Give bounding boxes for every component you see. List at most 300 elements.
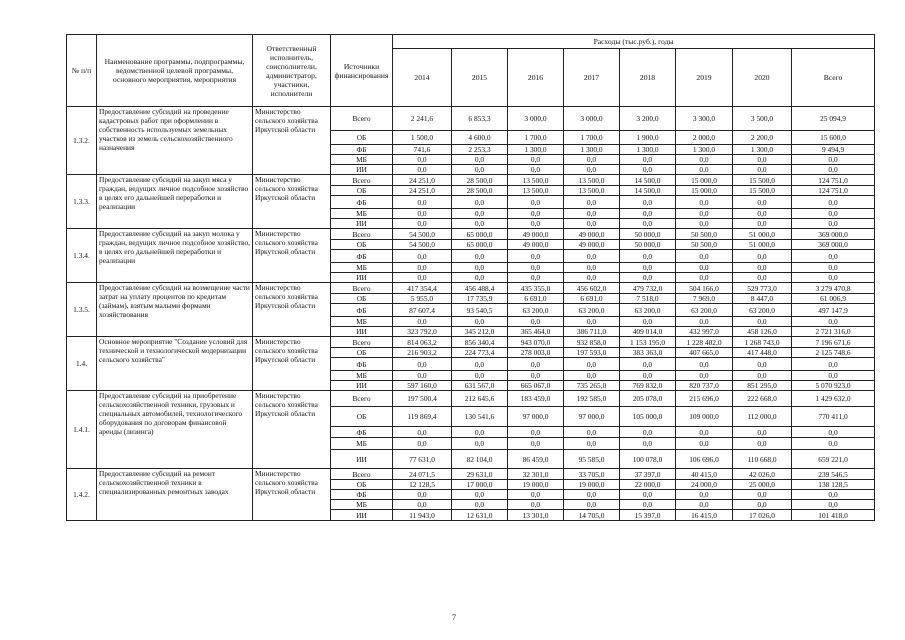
year-value: 0,0 (508, 317, 564, 327)
year-value: 6 853,3 (452, 107, 508, 131)
year-value: 0,0 (393, 196, 452, 209)
year-value: 1 700,0 (564, 131, 620, 145)
year-value: 851 295,0 (733, 381, 792, 391)
year-value: 0,0 (452, 250, 508, 263)
year-value: 105 000,0 (620, 407, 676, 427)
total-value: 497 147,9 (792, 304, 875, 317)
year-value: 65 000,0 (452, 229, 508, 240)
year-value: 0,0 (393, 427, 452, 438)
year-value: 0,0 (564, 500, 620, 510)
total-value: 239 546,5 (792, 469, 875, 480)
total-value: 369 000,0 (792, 240, 875, 250)
year-value: 50 000,0 (620, 229, 676, 240)
table-row (67, 175, 875, 186)
year-value: 943 070,0 (508, 337, 564, 348)
year-value: 15 500,0 (733, 186, 792, 196)
year-value: 0,0 (564, 250, 620, 263)
year-value: 3 000,0 (508, 107, 564, 131)
year-value: 7 969,0 (676, 294, 733, 304)
year-value: 0,0 (508, 358, 564, 371)
item-name: Предоставление субсидий на приобретение сельскохозяйственной техники, грузовых и специальных автомобилей, технологического оборудования по договорам финансовой аренды (лизинга) (97, 391, 253, 469)
year-value: 0,0 (393, 219, 452, 229)
year-value: 0,0 (564, 196, 620, 209)
item-name: Предоставление субсидий на ремонт сельскохозяйственной техники в специализированных ремонтных заводах (97, 469, 253, 521)
year-value: 0,0 (452, 155, 508, 165)
year-value: 12 128,5 (393, 480, 452, 490)
total-value: 0,0 (792, 273, 875, 283)
total-value: 0,0 (792, 209, 875, 219)
total-value: 5 070 923,0 (792, 381, 875, 391)
year-value: 19 000,0 (564, 480, 620, 490)
item-code: 1.4.2. (67, 469, 97, 521)
year-value: 631 567,0 (452, 381, 508, 391)
year-value: 0,0 (564, 371, 620, 381)
year-value: 37 397,0 (620, 469, 676, 480)
funding-source: ОБ (331, 186, 393, 196)
year-value: 479 732,0 (620, 283, 676, 294)
year-value: 0,0 (393, 317, 452, 327)
year-value: 0,0 (452, 358, 508, 371)
funding-source: ОБ (331, 240, 393, 250)
year-value: 0,0 (676, 219, 733, 229)
year-value: 0,0 (676, 263, 733, 273)
year-value: 0,0 (508, 155, 564, 165)
year-value: 15 000,0 (676, 175, 733, 186)
year-value: 0,0 (452, 209, 508, 219)
year-value: 0,0 (676, 250, 733, 263)
year-value: 8 447,0 (733, 294, 792, 304)
year-value: 0,0 (733, 371, 792, 381)
item-responsible: Министерство сельского хозяйства Иркутской области (253, 229, 331, 283)
year-value: 432 997,0 (676, 327, 733, 337)
year-value: 0,0 (452, 500, 508, 510)
total-value: 9 494,9 (792, 145, 875, 155)
funding-source: ФБ (331, 250, 393, 263)
year-value: 383 363,0 (620, 348, 676, 358)
year-value: 769 832,0 (620, 381, 676, 391)
year-value: 0,0 (564, 219, 620, 229)
year-value: 458 126,0 (733, 327, 792, 337)
year-value: 0,0 (508, 263, 564, 273)
year-value: 205 078,0 (620, 391, 676, 407)
total-value: 0,0 (792, 427, 875, 438)
year-value: 3 300,0 (676, 107, 733, 131)
year-value: 29 631,0 (452, 469, 508, 480)
funding-source: ОБ (331, 131, 393, 145)
year-value: 97 000,0 (564, 407, 620, 427)
year-value: 0,0 (620, 165, 676, 175)
table-body (67, 107, 875, 521)
year-value: 1 300,0 (676, 145, 733, 155)
funding-source: ИИ (331, 381, 393, 391)
funding-source: ФБ (331, 427, 393, 438)
year-value: 0,0 (564, 427, 620, 438)
year-value: 0,0 (676, 500, 733, 510)
year-value: 407 665,0 (676, 348, 733, 358)
year-value: 183 459,0 (508, 391, 564, 407)
year-value: 0,0 (393, 273, 452, 283)
financing-table (66, 34, 875, 521)
year-value: 0,0 (733, 219, 792, 229)
year-value: 4 600,0 (452, 131, 508, 145)
year-value: 365 464,0 (508, 327, 564, 337)
header-sources: Источники финансирования (331, 35, 393, 107)
funding-source: Всего (331, 175, 393, 186)
total-value: 0,0 (792, 250, 875, 263)
year-value: 51 000,0 (733, 240, 792, 250)
total-value: 0,0 (792, 490, 875, 500)
year-value: 0,0 (564, 317, 620, 327)
item-name: Основное мероприятие "Создание условий для технической и технологической модернизации сельского хозяйства" (97, 337, 253, 391)
year-value: 49 000,0 (564, 229, 620, 240)
year-value: 216 903,2 (393, 348, 452, 358)
table-row (67, 283, 875, 294)
year-value: 0,0 (564, 155, 620, 165)
item-responsible: Министерство сельского хозяйства Иркутской области (253, 283, 331, 337)
year-value: 49 000,0 (564, 240, 620, 250)
year-value: 0,0 (508, 250, 564, 263)
year-value: 456 488,4 (452, 283, 508, 294)
year-value: 435 355,0 (508, 283, 564, 294)
year-value: 0,0 (733, 155, 792, 165)
year-value: 0,0 (620, 358, 676, 371)
year-value: 54 500,0 (393, 229, 452, 240)
year-value: 0,0 (676, 273, 733, 283)
table-row (67, 337, 875, 348)
year-value: 0,0 (733, 358, 792, 371)
header-name: Наименование программы, подпрограммы, ведомственной целевой программы, основного мероприятия, мероприятия (97, 35, 253, 107)
total-value: 61 006,9 (792, 294, 875, 304)
year-value: 192 585,0 (564, 391, 620, 407)
year-value: 1 300,0 (508, 145, 564, 155)
year-value: 0,0 (393, 263, 452, 273)
year-value: 106 696,0 (676, 450, 733, 469)
year-value: 17 000,0 (452, 480, 508, 490)
year-value: 0,0 (620, 155, 676, 165)
year-value: 6 691,0 (564, 294, 620, 304)
year-value: 0,0 (452, 219, 508, 229)
funding-source: ОБ (331, 407, 393, 427)
year-value: 63 200,0 (620, 304, 676, 317)
total-value: 3 279 470,8 (792, 283, 875, 294)
year-value: 932 858,0 (564, 337, 620, 348)
year-value: 17 735,9 (452, 294, 508, 304)
year-value: 323 792,0 (393, 327, 452, 337)
year-value: 409 014,0 (620, 327, 676, 337)
year-value: 63 200,0 (564, 304, 620, 317)
funding-source: МБ (331, 263, 393, 273)
year-value: 0,0 (452, 438, 508, 450)
funding-source: МБ (331, 209, 393, 219)
total-value: 0,0 (792, 317, 875, 327)
item-name: Предоставление субсидий на закуп мяса у граждан, ведущих личное подсобное хозяйство в целях его дальнейшей переработки и реализации (97, 175, 253, 229)
year-value: 386 711,0 (564, 327, 620, 337)
year-value: 0,0 (564, 273, 620, 283)
year-value: 222 668,0 (733, 391, 792, 407)
year-value: 0,0 (620, 427, 676, 438)
total-value: 15 600,0 (792, 131, 875, 145)
year-value: 0,0 (620, 209, 676, 219)
year-value: 0,0 (393, 438, 452, 450)
funding-source: МБ (331, 317, 393, 327)
year-value: 40 415,0 (676, 469, 733, 480)
year-value: 13 500,0 (564, 186, 620, 196)
year-value: 0,0 (733, 500, 792, 510)
year-value: 109 000,0 (676, 407, 733, 427)
item-code: 1.4.1. (67, 391, 97, 469)
year-value: 63 200,0 (733, 304, 792, 317)
year-value: 15 000,0 (676, 186, 733, 196)
year-value: 14 500,0 (620, 175, 676, 186)
total-value: 138 128,5 (792, 480, 875, 490)
header-year: 2019 (676, 49, 733, 107)
year-value: 0,0 (620, 219, 676, 229)
year-value: 93 540,5 (452, 304, 508, 317)
document-page (66, 34, 874, 521)
funding-source: ФБ (331, 145, 393, 155)
funding-source: ФБ (331, 304, 393, 317)
funding-source: ИИ (331, 165, 393, 175)
year-value: 51 000,0 (733, 229, 792, 240)
total-value: 770 411,0 (792, 407, 875, 427)
year-value: 0,0 (564, 438, 620, 450)
year-value: 95 585,0 (564, 450, 620, 469)
year-value: 3 200,0 (620, 107, 676, 131)
year-value: 0,0 (564, 263, 620, 273)
funding-source: ФБ (331, 358, 393, 371)
year-value: 33 705,0 (564, 469, 620, 480)
year-value: 856 340,4 (452, 337, 508, 348)
total-value: 25 094,9 (792, 107, 875, 131)
year-value: 0,0 (508, 371, 564, 381)
total-value: 369 000,0 (792, 229, 875, 240)
year-value: 0,0 (564, 209, 620, 219)
year-value: 1 228 402,0 (676, 337, 733, 348)
year-value: 0,0 (393, 155, 452, 165)
year-value: 86 459,0 (508, 450, 564, 469)
year-value: 278 003,0 (508, 348, 564, 358)
funding-source: ИИ (331, 510, 393, 521)
year-value: 0,0 (733, 317, 792, 327)
year-value: 0,0 (393, 358, 452, 371)
table-row (67, 469, 875, 480)
item-responsible: Министерство сельского хозяйства Иркутской области (253, 337, 331, 391)
year-value: 42 026,0 (733, 469, 792, 480)
header-year: 2020 (733, 49, 792, 107)
year-value: 0,0 (393, 490, 452, 500)
total-value: 0,0 (792, 155, 875, 165)
year-value: 1 300,0 (564, 145, 620, 155)
year-value: 0,0 (508, 273, 564, 283)
year-value: 0,0 (676, 196, 733, 209)
total-value: 0,0 (792, 219, 875, 229)
item-responsible: Министерство сельского хозяйства Иркутской области (253, 391, 331, 469)
year-value: 0,0 (452, 165, 508, 175)
year-value: 19 000,0 (508, 480, 564, 490)
year-value: 0,0 (564, 358, 620, 371)
year-value: 1 268 743,0 (733, 337, 792, 348)
table-row (67, 229, 875, 240)
year-value: 1 700,0 (508, 131, 564, 145)
item-responsible: Министерство сельского хозяйства Иркутской области (253, 107, 331, 175)
header-num: № п/п (67, 35, 97, 107)
item-code: 1.3.4. (67, 229, 97, 283)
funding-source: ОБ (331, 348, 393, 358)
year-value: 5 955,0 (393, 294, 452, 304)
year-value: 0,0 (733, 490, 792, 500)
total-value: 1 429 632,0 (792, 391, 875, 407)
year-value: 63 200,0 (508, 304, 564, 317)
total-value: 0,0 (792, 358, 875, 371)
funding-source: Всего (331, 107, 393, 131)
total-value: 0,0 (792, 165, 875, 175)
year-value: 0,0 (508, 219, 564, 229)
total-value: 0,0 (792, 196, 875, 209)
year-value: 0,0 (733, 165, 792, 175)
total-value: 7 196 671,6 (792, 337, 875, 348)
total-value: 0,0 (792, 438, 875, 450)
year-value: 456 602,0 (564, 283, 620, 294)
funding-source: ФБ (331, 196, 393, 209)
year-value: 82 104,0 (452, 450, 508, 469)
year-value: 0,0 (452, 196, 508, 209)
year-value: 6 691,0 (508, 294, 564, 304)
year-value: 0,0 (676, 427, 733, 438)
item-code: 1.3.5. (67, 283, 97, 337)
year-value: 130 541,6 (452, 407, 508, 427)
year-value: 22 000,0 (620, 480, 676, 490)
funding-source: ИИ (331, 219, 393, 229)
year-value: 112 000,0 (733, 407, 792, 427)
year-value: 597 160,0 (393, 381, 452, 391)
year-value: 87 607,4 (393, 304, 452, 317)
funding-source: ИИ (331, 327, 393, 337)
year-value: 814 063,2 (393, 337, 452, 348)
funding-source: Всего (331, 391, 393, 407)
year-value: 0,0 (676, 358, 733, 371)
year-value: 49 000,0 (508, 240, 564, 250)
year-value: 0,0 (564, 165, 620, 175)
year-value: 12 631,0 (452, 510, 508, 521)
year-value: 0,0 (508, 500, 564, 510)
year-value: 665 067,0 (508, 381, 564, 391)
year-value: 1 300,0 (620, 145, 676, 155)
year-value: 529 773,0 (733, 283, 792, 294)
year-value: 0,0 (676, 490, 733, 500)
total-value: 0,0 (792, 263, 875, 273)
year-value: 1 300,0 (733, 145, 792, 155)
total-value: 2 125 748,6 (792, 348, 875, 358)
item-name: Предоставление субсидий на проведение кадастровых работ при оформлении в собственность используемых земельных участков из земель сельскохозяйственного назначения (97, 107, 253, 175)
year-value: 50 500,0 (676, 240, 733, 250)
funding-source: Всего (331, 469, 393, 480)
item-name: Предоставление субсидий на закуп молока у граждан, ведущих личное подсобное хозяйство, в целях его дальнейшей переработки и реализации (97, 229, 253, 283)
year-value: 0,0 (393, 371, 452, 381)
year-value: 0,0 (452, 273, 508, 283)
year-value: 417 354,4 (393, 283, 452, 294)
year-value: 24 251,0 (393, 175, 452, 186)
funding-source: МБ (331, 371, 393, 381)
header-expenses: Расходы (тыс.руб.), годы (393, 35, 875, 49)
table-row (67, 391, 875, 407)
year-value: 0,0 (508, 438, 564, 450)
year-value: 0,0 (393, 250, 452, 263)
year-value: 119 869,4 (393, 407, 452, 427)
year-value: 0,0 (393, 500, 452, 510)
year-value: 32 301,0 (508, 469, 564, 480)
year-value: 2 200,0 (733, 131, 792, 145)
funding-source: ОБ (331, 294, 393, 304)
year-value: 741,6 (393, 145, 452, 155)
year-value: 50 500,0 (676, 229, 733, 240)
year-value: 3 000,0 (564, 107, 620, 131)
year-value: 54 500,0 (393, 240, 452, 250)
item-responsible: Министерство сельского хозяйства Иркутской области (253, 469, 331, 521)
funding-source: МБ (331, 155, 393, 165)
page-number: 7 (452, 613, 456, 622)
year-value: 0,0 (733, 273, 792, 283)
year-value: 0,0 (733, 263, 792, 273)
total-value: 0,0 (792, 371, 875, 381)
year-value: 0,0 (676, 155, 733, 165)
funding-source: ИИ (331, 450, 393, 469)
year-value: 504 166,0 (676, 283, 733, 294)
item-code: 1.4. (67, 337, 97, 391)
year-value: 2 000,0 (676, 131, 733, 145)
year-value: 820 737,0 (676, 381, 733, 391)
year-value: 197 593,0 (564, 348, 620, 358)
year-value: 0,0 (676, 438, 733, 450)
header-responsible: Ответственный исполнитель, соисполнители, администратор, участники, исполнители (253, 35, 331, 107)
total-value: 124 751,0 (792, 186, 875, 196)
funding-source: ОБ (331, 480, 393, 490)
item-responsible: Министерство сельского хозяйства Иркутской области (253, 175, 331, 229)
year-value: 1 153 195,0 (620, 337, 676, 348)
year-value: 14 705,0 (564, 510, 620, 521)
year-value: 1 500,0 (393, 131, 452, 145)
year-value: 0,0 (393, 165, 452, 175)
year-value: 0,0 (620, 500, 676, 510)
year-value: 13 500,0 (508, 186, 564, 196)
year-value: 3 500,0 (733, 107, 792, 131)
year-value: 13 301,0 (508, 510, 564, 521)
year-value: 0,0 (620, 317, 676, 327)
year-value: 7 518,0 (620, 294, 676, 304)
year-value: 100 078,0 (620, 450, 676, 469)
year-value: 0,0 (676, 209, 733, 219)
year-value: 0,0 (452, 371, 508, 381)
header-total: Всего (792, 49, 875, 107)
year-value: 0,0 (676, 165, 733, 175)
year-value: 110 668,0 (733, 450, 792, 469)
year-value: 25 000,0 (733, 480, 792, 490)
year-value: 0,0 (620, 250, 676, 263)
year-value: 17 026,0 (733, 510, 792, 521)
year-value: 0,0 (733, 196, 792, 209)
year-value: 215 696,0 (676, 391, 733, 407)
year-value: 15 500,0 (733, 175, 792, 186)
year-value: 0,0 (393, 209, 452, 219)
year-value: 0,0 (620, 371, 676, 381)
year-value: 15 397,0 (620, 510, 676, 521)
year-value: 224 773,4 (452, 348, 508, 358)
year-value: 0,0 (620, 263, 676, 273)
year-value: 0,0 (452, 490, 508, 500)
year-value: 0,0 (564, 490, 620, 500)
year-value: 13 500,0 (508, 175, 564, 186)
year-value: 1 900,0 (620, 131, 676, 145)
year-value: 63 200,0 (676, 304, 733, 317)
